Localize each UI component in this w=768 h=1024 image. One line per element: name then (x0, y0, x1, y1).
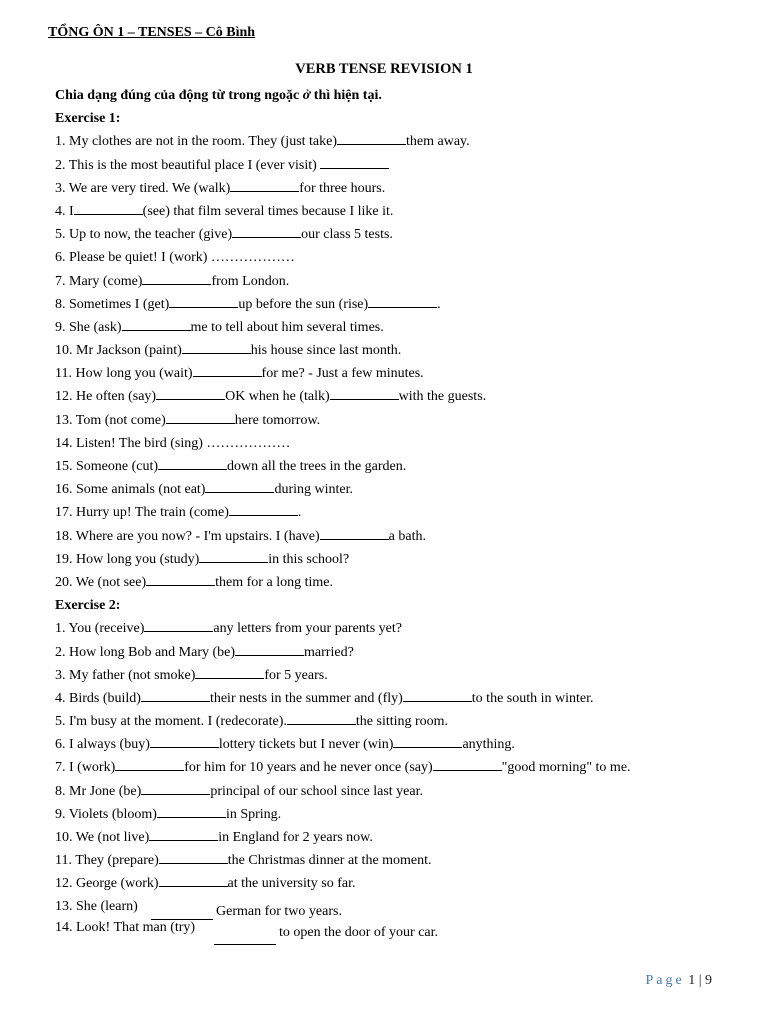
item-text: 11. How long you (wait) (55, 366, 193, 382)
instruction-text-italic: ở (302, 88, 311, 103)
exercise1-item-12 (55, 385, 745, 408)
exercise1-item-13 (55, 409, 745, 432)
exercise1-item-7 (55, 270, 745, 293)
exercise2-item-9 (55, 803, 745, 826)
exercise1-item-14 (55, 432, 745, 455)
exercise1-item-6 (55, 246, 745, 269)
item-text: any letters from your parents yet? (213, 621, 402, 637)
item-text: 8. Sometimes I (get) (55, 296, 170, 312)
instruction-line (55, 84, 745, 107)
item-text: 6. Please be quiet! I (work) ……………… (55, 250, 295, 266)
item-text: 15. Someone (cut) (55, 459, 159, 474)
exercise2-item-11 (55, 849, 745, 872)
answer-blank[interactable] (235, 644, 304, 656)
exercise1-item-19 (55, 548, 745, 571)
answer-blank[interactable] (195, 667, 264, 679)
item-text: . (437, 296, 441, 312)
item-text: 14. Look! That man (try) (55, 919, 196, 935)
item-text: 20. We (not see) (55, 574, 147, 590)
answer-blank[interactable] (144, 620, 213, 632)
item-text: 12. George (work) (55, 876, 159, 892)
page-separator: | (698, 973, 702, 988)
answer-blank[interactable] (433, 759, 502, 771)
answer-blank[interactable] (166, 412, 235, 424)
exercise2-item-14 (55, 919, 745, 942)
item-text: down all the trees in the garden. (227, 459, 407, 474)
answer-blank[interactable] (74, 203, 143, 215)
item-text: 5. Up to now, the teacher (give) (55, 227, 233, 243)
exercise1-item-5 (55, 223, 745, 246)
item-text: them away. (406, 134, 470, 150)
exercise1-item-4 (55, 200, 745, 223)
item-text: 4. Birds (build) (55, 690, 141, 706)
answer-blank[interactable] (122, 319, 191, 331)
exercise2-item-10 (55, 826, 745, 849)
item-text: 11. They (prepare) (55, 853, 159, 869)
worksheet-body (55, 84, 745, 942)
item-text: 19. How long you (study) (55, 551, 200, 567)
exercise2-item-6 (55, 733, 745, 756)
item-text: 6. I always (buy) (55, 737, 150, 753)
item-text: for him for 10 years and he never once (say) (184, 760, 433, 776)
exercise1-item-17 (55, 501, 745, 524)
item-text: "good morning" to me. (501, 760, 631, 776)
item-text: from London. (211, 273, 290, 289)
item-text: 18. Where are you now? - I'm upstairs. I (have) (55, 528, 320, 544)
item-text: principal of our school since last year. (210, 783, 423, 799)
exercise2-item-2 (55, 641, 745, 664)
answer-blank[interactable] (159, 875, 228, 887)
exercise2-heading: Exercise 2: (55, 598, 121, 614)
answer-blank[interactable] (320, 528, 389, 540)
exercise2-item-8 (55, 780, 745, 803)
item-text: 4. I (55, 203, 74, 219)
answer-blank[interactable] (149, 829, 218, 841)
answer-blank[interactable] (403, 690, 472, 702)
answer-blank[interactable] (169, 296, 238, 308)
item-text: during winter. (274, 482, 354, 498)
answer-blank[interactable] (205, 481, 274, 493)
answer-blank[interactable] (141, 690, 210, 702)
item-text: a bath. (388, 528, 426, 544)
item-text: our class 5 tests. (301, 227, 393, 243)
item-text: lottery tickets but I never (win) (218, 737, 394, 753)
instruction-text-pre: Chia dạng đúng của động từ trong ngoặc (55, 88, 303, 103)
item-text: 10. Mr Jackson (paint) (55, 343, 182, 359)
item-text: 12. He often (say) (55, 389, 157, 405)
exercise1-item-1 (55, 130, 745, 153)
item-text: 1. You (receive) (55, 621, 145, 637)
item-text: to the south in winter. (471, 690, 594, 706)
item-text: for three hours. (299, 180, 386, 196)
exercise2-item-3 (55, 664, 745, 687)
item-text: 1. My clothes are not in the room. They (just take) (55, 134, 338, 150)
exercise1-item-10 (55, 339, 745, 362)
item-text: 2. How long Bob and Mary (be) (55, 644, 236, 660)
item-text: at the university so far. (227, 876, 356, 892)
answer-blank[interactable] (393, 736, 462, 748)
exercise1-item-18 (55, 525, 745, 548)
answer-blank[interactable] (337, 133, 406, 145)
item-text: 7. Mary (come) (55, 273, 143, 289)
exercise2-item-1 (55, 617, 745, 640)
worksheet-title: VERB TENSE REVISION 1 (295, 61, 473, 77)
item-text: . (297, 505, 302, 521)
exercise2-item-4 (55, 687, 745, 710)
item-text: with the guests. (398, 389, 487, 405)
item-text: 8. Mr Jone (be) (55, 783, 142, 799)
answer-blank[interactable] (156, 388, 225, 400)
item-text: up before the sun (rise) (238, 296, 369, 312)
item-text: anything. (462, 737, 515, 753)
item-text: 5. I'm busy at the moment. I (redecorate). (55, 714, 287, 730)
answer-blank[interactable] (229, 504, 298, 516)
item-text: 9. Violets (bloom) (55, 806, 157, 822)
item-text: 7. I (work) (55, 760, 116, 776)
item-text: OK when he (talk) (225, 389, 330, 405)
item-text: 3. My father (not smoke) (55, 667, 196, 683)
exercise1-item-2 (55, 154, 745, 177)
item-text: German for two years. (216, 903, 342, 919)
item-text: them for a long time. (215, 574, 333, 590)
answer-blank[interactable] (157, 806, 226, 818)
answer-blank[interactable] (146, 574, 215, 586)
answer-blank[interactable] (193, 365, 262, 377)
instruction-text-post: thì hiện tại. (310, 88, 382, 103)
answer-blank[interactable] (150, 736, 219, 748)
item-text: the Christmas dinner at the moment. (227, 853, 432, 869)
exercise2-list (55, 617, 745, 895)
answer-blank[interactable] (368, 296, 437, 308)
item-text: for me? - Just a few minutes. (261, 366, 424, 382)
exercise1-item-16 (55, 478, 745, 501)
page-number: 1 (688, 973, 696, 988)
item-text: 16. Some animals (not eat) (55, 482, 206, 498)
item-text: in this school? (268, 551, 350, 567)
item-text: 9. She (ask) (55, 319, 122, 335)
item-text: 13. She (learn) (55, 898, 138, 914)
exercise2-item-7 (55, 756, 745, 779)
answer-blank[interactable] (320, 157, 389, 169)
item-text: 2. This is the most beautiful place I (ever visit) (55, 157, 321, 173)
item-text: their nests in the summer and (fly) (209, 690, 403, 706)
exercise1-item-3 (55, 177, 745, 200)
exercise2-item-12 (55, 872, 745, 895)
item-text: 10. We (not live) (55, 830, 150, 845)
answer-blank[interactable] (158, 458, 227, 470)
item-text: married? (304, 644, 354, 660)
document-header: TỔNG ÔN 1 – TENSES – Cô Bình (48, 25, 256, 40)
answer-blank[interactable] (182, 342, 251, 354)
item-text: 14. Listen! The bird (sing) ……………… (55, 435, 291, 451)
exercise1-item-20 (55, 571, 745, 594)
answer-blank[interactable] (141, 783, 210, 795)
item-text: (see) that film several times because I like it. (142, 203, 394, 219)
item-text: to open the door of your car. (279, 924, 439, 940)
page-label: Page (645, 973, 685, 988)
answer-blank[interactable] (159, 852, 228, 864)
item-text: in Spring. (225, 806, 282, 822)
page-total: 9 (705, 973, 712, 988)
item-text: 3. We are very tired. We (walk) (55, 180, 231, 196)
item-text: his house since last month. (250, 343, 402, 359)
item-text: the sitting room. (355, 714, 449, 730)
answer-blank[interactable] (287, 713, 356, 725)
exercise1-item-8 (55, 293, 745, 316)
page-footer (645, 973, 712, 989)
exercise2-item-5 (55, 710, 745, 733)
item-text: here tomorrow. (234, 412, 321, 428)
answer-blank[interactable] (115, 759, 184, 771)
answer-blank[interactable] (214, 934, 276, 945)
answer-blank[interactable] (230, 180, 299, 192)
exercise1-item-15 (55, 455, 745, 478)
item-text: for 5 years. (264, 667, 328, 683)
exercise1-item-9 (55, 316, 745, 339)
exercise1-list (55, 130, 745, 594)
item-text: in England for 2 years now. (218, 830, 373, 845)
answer-blank[interactable] (330, 388, 399, 400)
answer-blank[interactable] (232, 226, 301, 238)
item-text: 13. Tom (not come) (55, 412, 166, 428)
answer-blank[interactable] (142, 273, 211, 285)
item-text: me to tell about him several times. (190, 319, 384, 335)
exercise1-item-11 (55, 362, 745, 385)
exercise1-heading: Exercise 1: (55, 111, 121, 127)
answer-blank[interactable] (199, 551, 268, 563)
item-text: 17. Hurry up! The train (come) (55, 505, 229, 521)
